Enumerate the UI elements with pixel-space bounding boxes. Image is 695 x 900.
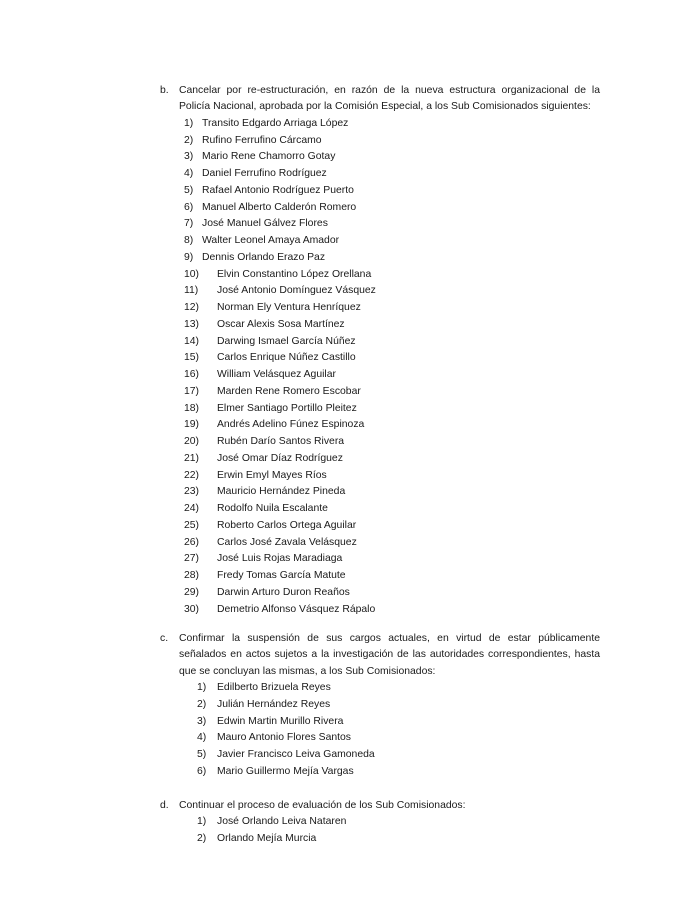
list-item-number: 1): [184, 117, 194, 129]
list-item-number: 30): [184, 603, 200, 615]
list-item-number: 5): [197, 749, 207, 761]
section-d-heading: [160, 798, 600, 814]
section-b-list: [160, 116, 600, 619]
list-item: [160, 417, 600, 434]
section-c-letter: c.: [160, 633, 169, 644]
list-item-name: Transito Edgardo Arriaga López: [202, 117, 349, 129]
list-item: [160, 200, 600, 217]
list-item-number: 5): [184, 184, 194, 196]
list-item-name: Javier Francisco Leiva Gamoneda: [217, 749, 375, 761]
list-item-name: Mario Guillermo Mejía Vargas: [217, 765, 354, 777]
list-item-number: 9): [184, 251, 194, 263]
list-item: [160, 451, 600, 468]
list-item-name: Roberto Carlos Ortega Aguilar: [217, 519, 357, 531]
list-item: [160, 568, 600, 585]
list-item-name: Elmer Santiago Portillo Pleitez: [217, 402, 357, 414]
list-item-name: Julián Hernández Reyes: [217, 698, 331, 710]
list-item: [160, 317, 600, 334]
list-item-name: Carlos Enrique Núñez Castillo: [217, 352, 356, 364]
list-item: [160, 401, 600, 418]
list-item-name: Rubén Darío Santos Rivera: [217, 436, 345, 448]
list-item-number: 8): [184, 235, 194, 247]
list-item-number: 11): [184, 285, 199, 297]
list-item-number: 23): [184, 486, 200, 498]
list-item-name: Rodolfo Nuila Escalante: [217, 503, 328, 515]
list-item-number: 7): [184, 218, 194, 230]
list-item-name: Andrés Adelino Fúnez Espinoza: [217, 419, 365, 431]
list-item-number: 27): [184, 553, 200, 565]
list-item-name: Darwing Ismael García Núñez: [217, 335, 356, 347]
section-d-paragraph: Continuar el proceso de evaluación de los Sub Comisionados:: [179, 800, 466, 811]
list-item-number: 2): [197, 833, 207, 845]
list-item-number: 22): [184, 469, 200, 481]
list-item-number: 4): [197, 732, 207, 744]
list-item-number: 13): [184, 318, 200, 330]
list-item: [160, 831, 600, 848]
list-item-number: 17): [184, 385, 200, 397]
list-item-number: 4): [184, 168, 194, 180]
list-item-name: Erwin Emyl Mayes Ríos: [217, 469, 327, 481]
list-item-number: 14): [184, 335, 200, 347]
list-item-name: José Luis Rojas Maradiaga: [217, 553, 343, 565]
list-item: [160, 501, 600, 518]
list-item-name: Daniel Ferrufino Rodríguez: [202, 168, 327, 180]
list-item-name: Mario Rene Chamorro Gotay: [202, 151, 336, 163]
list-item-name: Edilberto Brizuela Reyes: [217, 682, 331, 694]
list-item-number: 12): [184, 302, 200, 314]
list-item-number: 16): [184, 369, 200, 381]
list-item-name: Rafael Antonio Rodríguez Puerto: [202, 184, 354, 196]
list-item-number: 6): [197, 765, 207, 777]
list-item-name: Norman Ely Ventura Henríquez: [217, 302, 361, 314]
list-item: [160, 814, 600, 831]
list-item: [160, 133, 600, 150]
list-item: [160, 764, 600, 781]
list-item: [160, 535, 600, 552]
list-item-number: 15): [184, 352, 200, 364]
list-item: [160, 697, 600, 714]
list-item-name: Marden Rene Romero Escobar: [217, 385, 361, 397]
list-item-number: 2): [197, 698, 207, 710]
list-item: [160, 116, 600, 133]
list-item: [160, 747, 600, 764]
list-item-name: Mauricio Hernández Pineda: [217, 486, 346, 498]
list-item: [160, 367, 600, 384]
list-item: [160, 166, 600, 183]
list-item: [160, 730, 600, 747]
section-b: [160, 83, 600, 618]
list-item: [160, 267, 600, 284]
list-item: [160, 149, 600, 166]
list-item-name: Oscar Alexis Sosa Martínez: [217, 318, 345, 330]
list-item-name: Carlos José Zavala Velásquez: [217, 536, 357, 548]
list-item-name: Rufino Ferrufino Cárcamo: [202, 134, 322, 146]
list-item: [160, 602, 600, 619]
section-b-paragraph: Cancelar por re-estructuración, en razón de la nueva estructura organizacional de la Policía Nacional, aprobada por la Comisión Especial, a los Sub Comisionados siguientes:: [179, 85, 600, 113]
section-d-list: [160, 814, 600, 848]
list-item-number: 3): [197, 715, 207, 727]
list-item-name: Walter Leonel Amaya Amador: [202, 235, 340, 247]
section-c-list: [160, 680, 600, 781]
section-d-letter: d.: [160, 800, 169, 811]
list-item-number: 26): [184, 536, 200, 548]
list-item-number: 18): [184, 402, 200, 414]
list-item-name: Manuel Alberto Calderón Romero: [202, 201, 357, 213]
section-b-heading: [160, 83, 600, 116]
list-item-number: 21): [184, 452, 200, 464]
list-item-name: José Antonio Domínguez Vásquez: [217, 285, 376, 297]
list-item: [160, 384, 600, 401]
list-item-name: José Orlando Leiva Nataren: [217, 816, 347, 828]
list-item-name: Dennis Orlando Erazo Paz: [202, 251, 326, 263]
list-item-name: Darwin Arturo Duron Reaños: [217, 586, 350, 598]
list-item-name: Fredy Tomas García Matute: [217, 570, 346, 582]
section-b-letter: b.: [160, 85, 169, 96]
list-item: [160, 680, 600, 697]
list-item: [160, 283, 600, 300]
list-item-number: 29): [184, 586, 200, 598]
list-item: [160, 518, 600, 535]
list-item-name: William Velásquez Aguilar: [217, 369, 336, 381]
list-item: [160, 183, 600, 200]
list-item-name: José Omar Díaz Rodríguez: [217, 452, 343, 464]
list-item-number: 1): [197, 816, 207, 828]
list-item-name: Edwin Martin Murillo Rivera: [217, 715, 344, 727]
list-item: [160, 216, 600, 233]
list-item-number: 19): [184, 419, 200, 431]
list-item: [160, 484, 600, 501]
list-item: [160, 250, 600, 267]
list-item-name: Demetrio Alfonso Vásquez Rápalo: [217, 603, 376, 615]
list-item-number: 3): [184, 151, 194, 163]
list-item: [160, 551, 600, 568]
list-item: [160, 300, 600, 317]
list-item: [160, 350, 600, 367]
list-item: [160, 585, 600, 602]
list-item-number: 28): [184, 570, 200, 582]
list-item-number: 24): [184, 503, 200, 515]
list-item-number: 1): [197, 682, 207, 694]
list-item-number: 10): [184, 268, 200, 280]
section-c-paragraph: Confirmar la suspensión de sus cargos actuales, en virtud de estar públicamente señalados en actos sujetos a la investigación de las autoridades correspondientes, hasta que se concluyan las mismas, a los Sub Comisionados:: [179, 633, 600, 677]
list-item: [160, 714, 600, 731]
section-c: [160, 631, 600, 781]
list-item-number: 2): [184, 134, 194, 146]
list-item: [160, 233, 600, 250]
list-item-number: 6): [184, 201, 194, 213]
section-c-heading: [160, 631, 600, 680]
list-item: [160, 468, 600, 485]
section-d: [160, 798, 600, 848]
list-item-name: Orlando Mejía Murcia: [217, 833, 317, 845]
list-item-number: 25): [184, 519, 200, 531]
list-item: [160, 434, 600, 451]
list-item-number: 20): [184, 436, 200, 448]
list-item: [160, 334, 600, 351]
list-item-name: José Manuel Gálvez Flores: [202, 218, 328, 230]
list-item-name: Elvin Constantino López Orellana: [217, 268, 372, 280]
list-item-name: Mauro Antonio Flores Santos: [217, 732, 351, 744]
